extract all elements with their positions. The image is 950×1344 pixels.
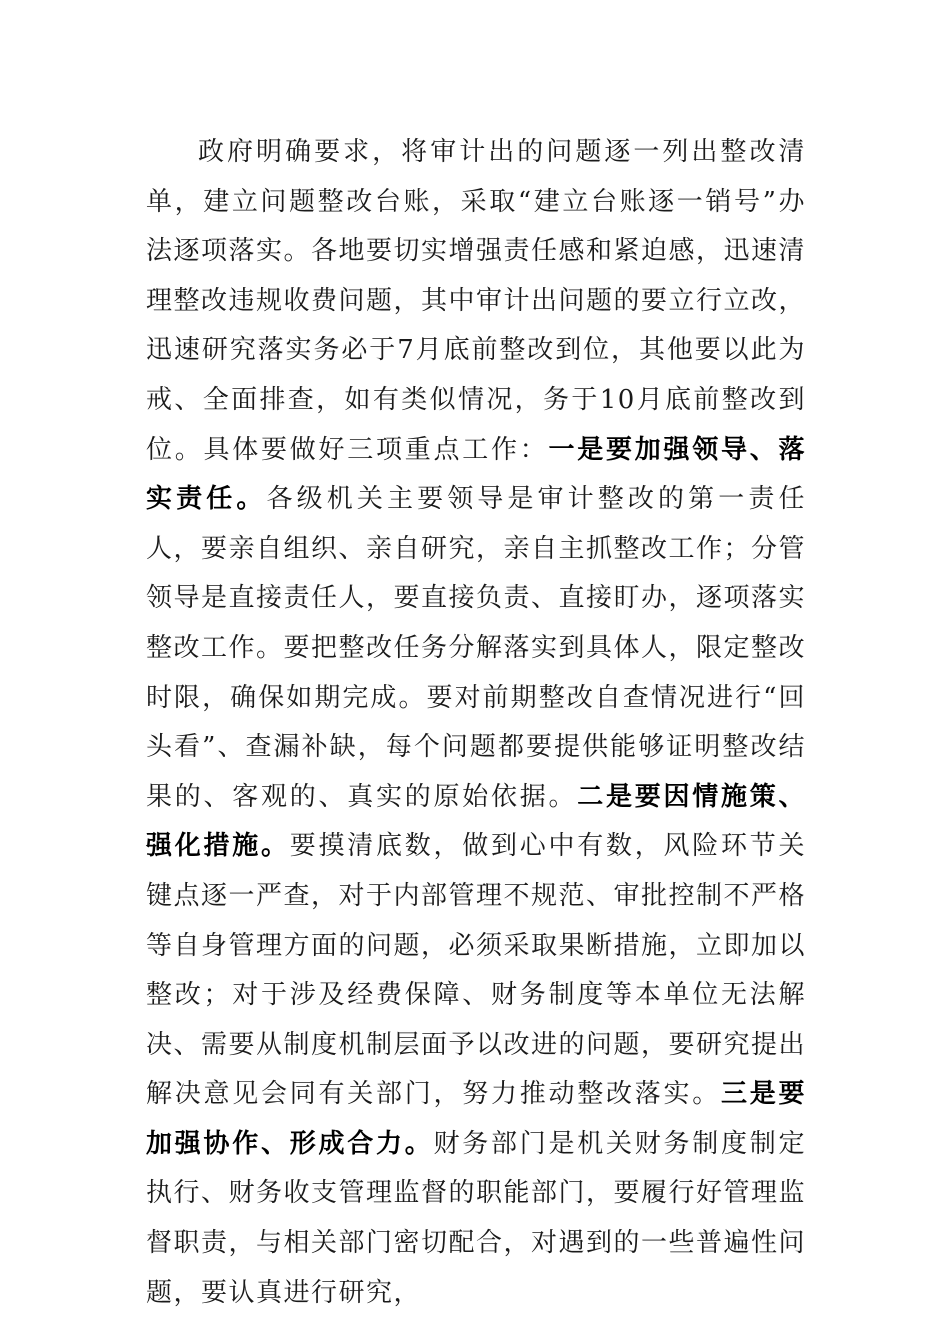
paragraph-text: 政府明确要求，将审计出的问题逐一列出整改清单，建立问题整改台账，采取“建立台账逐一销号”办法逐项落实。各地要切实增强责任感和紧迫感，迅速清理整改违规收费问题，其中审计出问题的要立行立改，迅速研究落实务必于7月底前整改到位，其他要以此为戒、全面排查，如有类似情况，务于10月底前整改到位。具体要做好三项重点工作： <box>146 137 807 465</box>
paragraph-text: 各级机关主要领导是审计整改的第一责任人，要亲自组织、亲自研究，亲自主抓整改工作；分管领导是直接责任人，要直接负责、直接盯办，逐项落实整改工作。要把整改任务分解落实到具体人，限定整改时限，确保如期完成。要对前期整改自查情况进行“回头看”、查漏补缺，每个问题都要提供能够证明整改结果的、客观的、真实的原始依据。 <box>146 484 807 812</box>
key-point-two: 二是要因情施策、强化措施。 <box>146 781 806 862</box>
key-point-one: 一是要加强领导、落实责任。 <box>146 434 806 515</box>
paragraph-text: 财务部门是机关财务制度制定执行、财务收支管理监督的职能部门，要履行好管理监督职责，与相关部门密切配合，对遇到的一些普遍性问题，要认真进行研究， <box>146 1128 807 1308</box>
body-paragraph <box>146 128 806 1318</box>
paragraph-text: 要摸清底数，做到心中有数，风险环节关键点逐一严查，对于内部管理不规范、审批控制不严格等自身管理方面的问题，必须采取果断措施，立即加以整改；对于涉及经费保障、财务制度等本单位无法解决、需要从制度机制层面予以改进的问题，要研究提出解决意见会同有关部门，努力推动整改落实。 <box>146 831 807 1110</box>
key-point-three: 三是要加强协作、形成合力。 <box>146 1079 806 1159</box>
